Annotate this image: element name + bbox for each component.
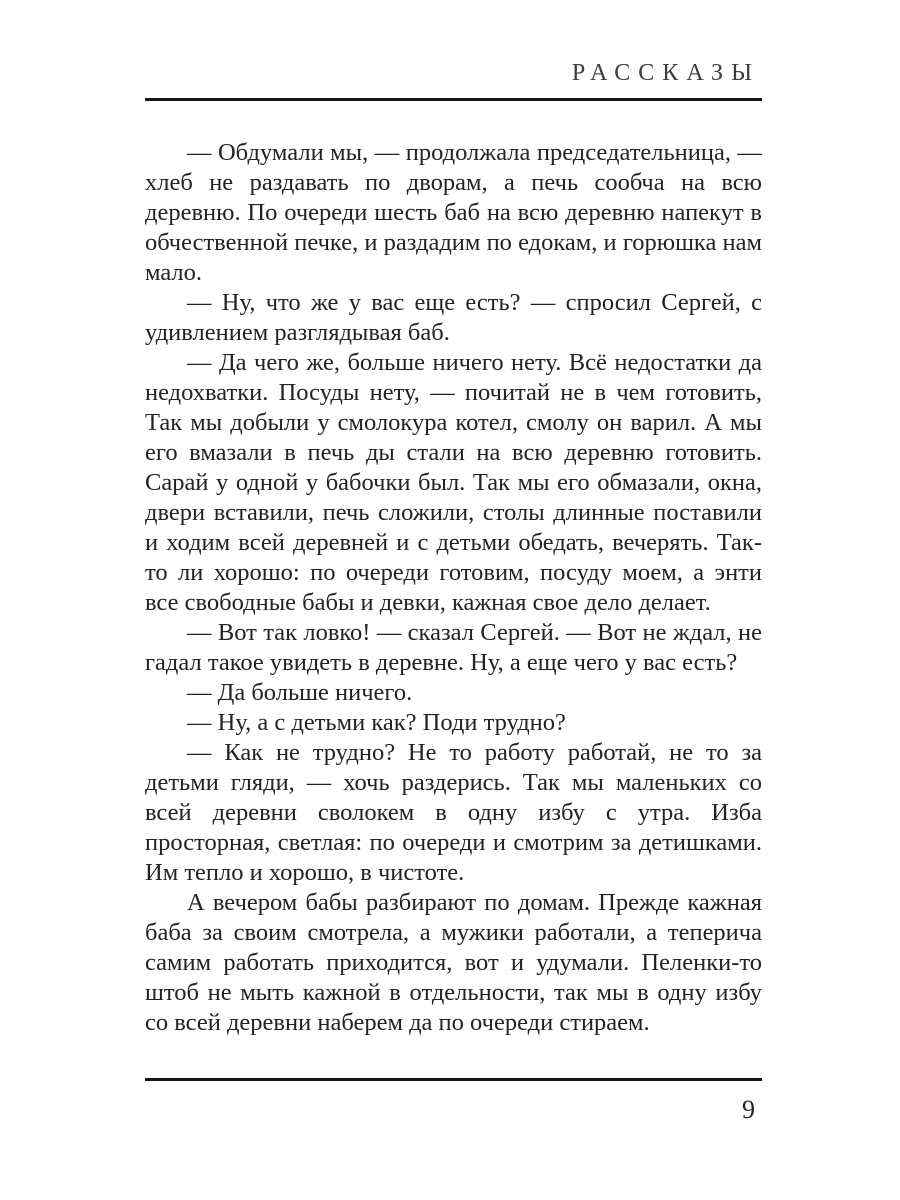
paragraph: — Как не трудно? Не то работу работай, не то за детьми гляди, — хочь раздерись. Так мы маленьких со всей деревни сволокем в одну избу с утра. Изба просторная, светлая: по очереди и смотрим за детишками. Им тепло и хорошо, в чистоте. [145, 739, 762, 886]
paragraph: А вечером бабы разбирают по домам. Прежде кажная баба за своим смотрела, а мужики работали, а теперича самим работать приходится, вот и удумали. Пеленки-то штоб не мыть кажной в отдельности, так мы в одну избу со всей деревни наберем да по очереди стираем. [145, 889, 762, 1036]
paragraph: — Ну, что же у вас еще есть? — спросил Сергей, с удивлением разглядывая баб. [145, 289, 762, 346]
running-title: РАССКАЗЫ [571, 60, 760, 86]
paragraph: — Да больше ничего. [187, 679, 413, 706]
page-number: 9 [742, 1095, 755, 1124]
header-rule [145, 98, 762, 101]
paragraph: — Да чего же, больше ничего нету. Всё недостатки да недохватки. Посуды нету, — почитай не в чем готовить, Так мы добыли у смолокура котел, смолу он варил. А мы его вмазали в печь ды стали на всю деревню готовить. Сарай у одной у бабочки был. Так мы его обмазали, окна, двери вставили, печь сложили, столы длинные поставили и ходим всей деревней и с детьми обедать, вечерять. Так-то ли хорошо: по очереди готовим, посуду моем, а энти все свободные бабы и девки, кажная свое дело делает. [145, 349, 762, 616]
paragraph: — Вот так ловко! — сказал Сергей. — Вот не ждал, не гадал такое увидеть в деревне. Ну, а еще чего у вас есть? [145, 619, 762, 676]
body-text [145, 138, 762, 1038]
footer-rule [145, 1078, 762, 1081]
paragraph: — Ну, а с детьми как? Поди трудно? [187, 709, 566, 736]
paragraph: — Обдумали мы, — продолжала председательница, — хлеб не раздавать по дворам, а печь сообча на всю деревню. По очереди шесть баб на всю деревню напекут в обчественной печке, и раздадим по едокам, и горюшка нам мало. [145, 139, 762, 286]
